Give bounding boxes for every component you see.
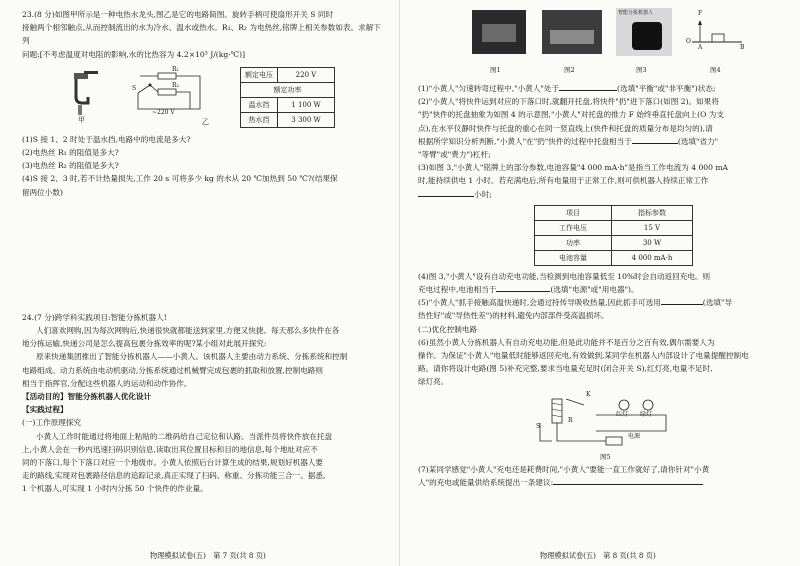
table-cell: 温水挡 [241,97,278,112]
fig5-caption: 图5 [600,452,611,461]
q24-part1-text: (1)"小黄人"匀速转弯过程中,"小黄人"处于 [418,84,560,93]
table-cell: 项目 [535,205,612,220]
table-row [535,205,693,220]
fig5-r-label: R [568,416,573,424]
faucet-spec-table [240,67,335,128]
q24-section1: (一)工作原理探究 [22,418,82,428]
table-row [535,220,693,235]
answer-blank[interactable] [553,476,703,485]
answer-blank[interactable] [632,135,678,144]
lever-b-label: B [740,44,745,51]
q24-part6-4: 绿灯亮。 [418,377,449,387]
q24-body-2: 上,小黄人会在一秒内迅速扫码识别信息,读取出其位置目标和目的地信息,每个地址对应不 [22,444,318,454]
q24-part7-2-text: 人"的充电或能量供给系统提出一条建议: [418,477,554,487]
q24-intro-5: 相当于指挥官,分配这些机器人的运动和动作协作。 [22,378,192,388]
table-row [535,235,693,250]
q24-part4-1: (4)图 3,"小黄人"设有自动充电功能,当检测到电池容量低至 10%时会自动返回充电。则 [418,271,711,281]
q24-part3-2: 时,能持续供电 1 小时。若充满电后,所有电量用于正常工作,则可供机器人持续正常工作 [418,176,709,186]
q24-section2: (二)优化控制电路 [418,324,478,334]
q24-part7-2 [418,476,786,489]
robot-spec-table [534,205,693,266]
table-row [241,112,335,127]
answer-blank[interactable] [559,82,617,91]
q23-question-1: (1)S 接 1、2 时处于温水挡,电路中的电流是多大? [22,134,191,144]
fig3-banner: 智能分拣机器人 [618,10,654,16]
q24-part1 [418,82,786,95]
table-cell: 热水挡 [241,112,278,127]
lever-f-label: F [698,10,703,17]
table-cell: 1 100 W [278,97,335,112]
table-cell: 额定功率 [241,82,335,97]
fig5-s-label: S [536,422,541,430]
table-cell: 功率 [535,235,612,250]
answer-blank[interactable] [418,188,474,197]
fig5-area [418,389,786,463]
switch-s-label: S [132,84,137,92]
lever-o-label: O [686,38,691,45]
q24-body-1: 小黄人工作时能通过将地面上粘贴的二维码给自己定位和认路。当派件员将快件放在托盘 [36,431,333,441]
q23-question-4b: 留两位小数) [22,187,63,197]
red-lamp-label: 红灯 [616,410,629,418]
right-page [400,0,800,566]
fig4-caption: 图4 [710,66,721,74]
table-cell: 30 W [612,235,693,250]
fig1-caption: 图1 [490,66,501,74]
green-lamp-label: 绿灯 [640,410,653,418]
q24-part3-3 [418,188,786,201]
table-cell: 220 V [278,67,335,82]
fig2-photo [542,10,602,54]
q24-part5-1 [418,296,786,309]
q23-questions [22,133,388,199]
table-cell: 额定电压 [241,67,278,82]
r1-label: R₁ [172,65,179,73]
r2-label: R₂ [172,81,179,89]
table-cell: 电池容量 [535,250,612,265]
q23-stem-1: 23.(8 分)如图甲所示是一种电热水龙头,图乙是它的电路简图。旋转手柄可使扇形开关 S 同时 [22,10,334,19]
q24-part2-4 [418,135,786,148]
table-row [241,97,335,112]
q24-part6-1: (6)虽然小黄人分拣机器人有自动充电功能,但是此功能并不是百分之百有效,偶尔需要人为 [418,337,715,347]
fig3-caption: 图3 [636,66,647,74]
figure-row [418,8,786,82]
q24-intro-2: 地分拣运输,快递公司是怎么提高包裹分拣效率的呢?某小组对此展开探究: [22,339,267,349]
q24-part2-5: "等臂"或"费力")杠杆; [418,150,491,160]
q23-figures [22,65,388,129]
q23-question-2: (2)电热丝 R₁ 的阻值是多大? [22,148,119,158]
q24-part4-2 [418,283,786,296]
q24-part5-1-tail: (选填"导 [702,298,733,308]
q24-part5-1-text: (5)"小黄人"抓手接触高温快递时,会通过持传导吸收热量,因此抓手可选用 [418,298,661,308]
q24-part3-1: (3)如图 3,"小黄人"铭牌上的部分参数,电池容量"4 000 mA·h"是指当工作电流为 4 000 mA [418,163,729,173]
q24-part6-2: 操作。为保证"小黄人"电量低时能够返回充电,有效做到,某同学在机器人内部设计了电量提醒控制电 [418,351,749,361]
page-footer-left: 物理模拟试卷(五) 第 7 页(共 8 页) [150,551,266,560]
answer-blank[interactable] [496,283,550,292]
q24-intro-1: 人们喜欢网购,因为每次网购后,快递很快就都能送到家里,方便又快捷。每天那么多快件在各 [36,326,340,336]
table-cell: 工作电压 [535,220,612,235]
page-footer-right: 物理模拟试卷(五) 第 8 页(共 8 页) [540,551,656,560]
table-row [535,250,693,265]
table-cell: 3 300 W [278,112,335,127]
faucet-figure [62,67,112,117]
q24-title: 24.(7 分)跨学科实践项目:智能分拣机器人! [22,312,167,322]
q24-part3-3-text: 小时; [474,189,492,199]
q24-process: 【实践过程】 [22,405,68,415]
q23-question-4: (4)S 接 2、3 时,若不计热量损失,工作 20 s 可将多少 kg 的水从 20 ℃加热到 50 ℃?(结果保 [22,174,338,184]
q24-goal: 【活动目的】智能分拣机器人优化设计 [22,392,152,402]
q23-stem-3: 问题:[不考虑温度对电阻的影响,水的比热容为 4.2×10³ J/(kg·℃)] [22,49,246,59]
q24-body-5: 1 个机器人,可实现 1 小时内分拣 50 个快件的作业量。 [22,484,208,494]
lever-diagram [686,12,746,56]
q24-part6-3: 路。请你将设计电路(图 5)补充完整,要求当电量充足时(闭合开关 S),红灯亮,电量不足时, [418,364,713,374]
q24-part1-tail: (选填"平衡"或"非平衡")状态; [617,84,716,93]
fig-jia-label: 甲 [78,115,85,124]
table-row [241,67,335,82]
lever-a-label: A [698,44,703,51]
q24-body-4: 走的路线,实现对包裹路径信息的追踪记录,真正实现了扫码、称重、分拣功能三合一。据悉, [22,471,326,481]
table-row [241,82,335,97]
fig-yi-label: 乙 [202,117,209,126]
table-cell: 4 000 mA·h [612,250,693,265]
q24-part2-3: 点),在水平仪静时快件与托盘的重心在同一竖直线上(快件和托盘的质量分布是均匀的),请 [418,123,713,133]
q24-part4-2-tail: (选填"电源"或"用电器")。 [550,285,639,295]
q24-part5-2: 热性好"或"导热性差")的材料,避免内部部件受高温损坏。 [418,311,609,321]
q23-question-3: (3)电热丝 R₂ 的阻值是多大? [22,161,119,171]
fig5-supply-label: 电源 [628,432,641,440]
q24-intro-4: 电路组成。动力系统由电动机驱动,分拣系统通过机械臂完成包裹的抓取和放置,控制电路则 [22,365,323,375]
q24-part2-4-text: 根据所学知识分析判断,"小黄人"在"扔"快件的过程中托盘相当于 [418,136,632,146]
q24-part4-2-text: 充电过程中,电池相当于 [418,285,497,295]
voltage-label: ~220 V [152,108,175,116]
fig2-caption: 图2 [564,66,575,74]
q24-part2-1: (2)"小黄人"将快件运到对应的下落口时,就翻开托盘,将快件"扔"进下落口(如图 2)。如果将 [418,97,719,107]
q24-part2-4-tail: (选填"省力" [677,136,719,146]
q23-stem-2: 接触两个相邻触点,从而控制流出的水为冷水、温水或热水。R₁、R₂ 为电热丝,铭牌上相关参数如表。求解下列 [22,23,381,46]
control-circuit-diagram [536,391,676,449]
table-cell: 指标参数 [612,205,693,220]
answer-space [22,199,388,311]
fig3-photo [616,8,672,56]
q24-body-3: 同的下落口,每个下落口对应一个地级市。小黄人依照后台计算生成的结果,规划好机器人要 [22,458,323,468]
q24-part2-2: "扔"快件的托盘抽象为如图 4 的示意图,"小黄人"对托盘的推力 F 始终垂直托盘向上(O 为支 [418,110,724,120]
fig1-photo [472,10,526,54]
faucet-circuit-diagram [130,67,220,119]
q24-part7-1: (7)某同学感觉"小黄人"充电还是耗费时间,"小黄人"要能一直工作就好了,请你针对"小黄 [418,464,710,474]
q24-intro-3: 原来快递集团推出了智能分拣机器人——小黄人。该机器人主要由动力系统、分拣系统和控制 [36,352,348,362]
table-cell: 15 V [612,220,693,235]
answer-blank[interactable] [661,296,703,305]
fig5-k-label: K [586,390,591,398]
